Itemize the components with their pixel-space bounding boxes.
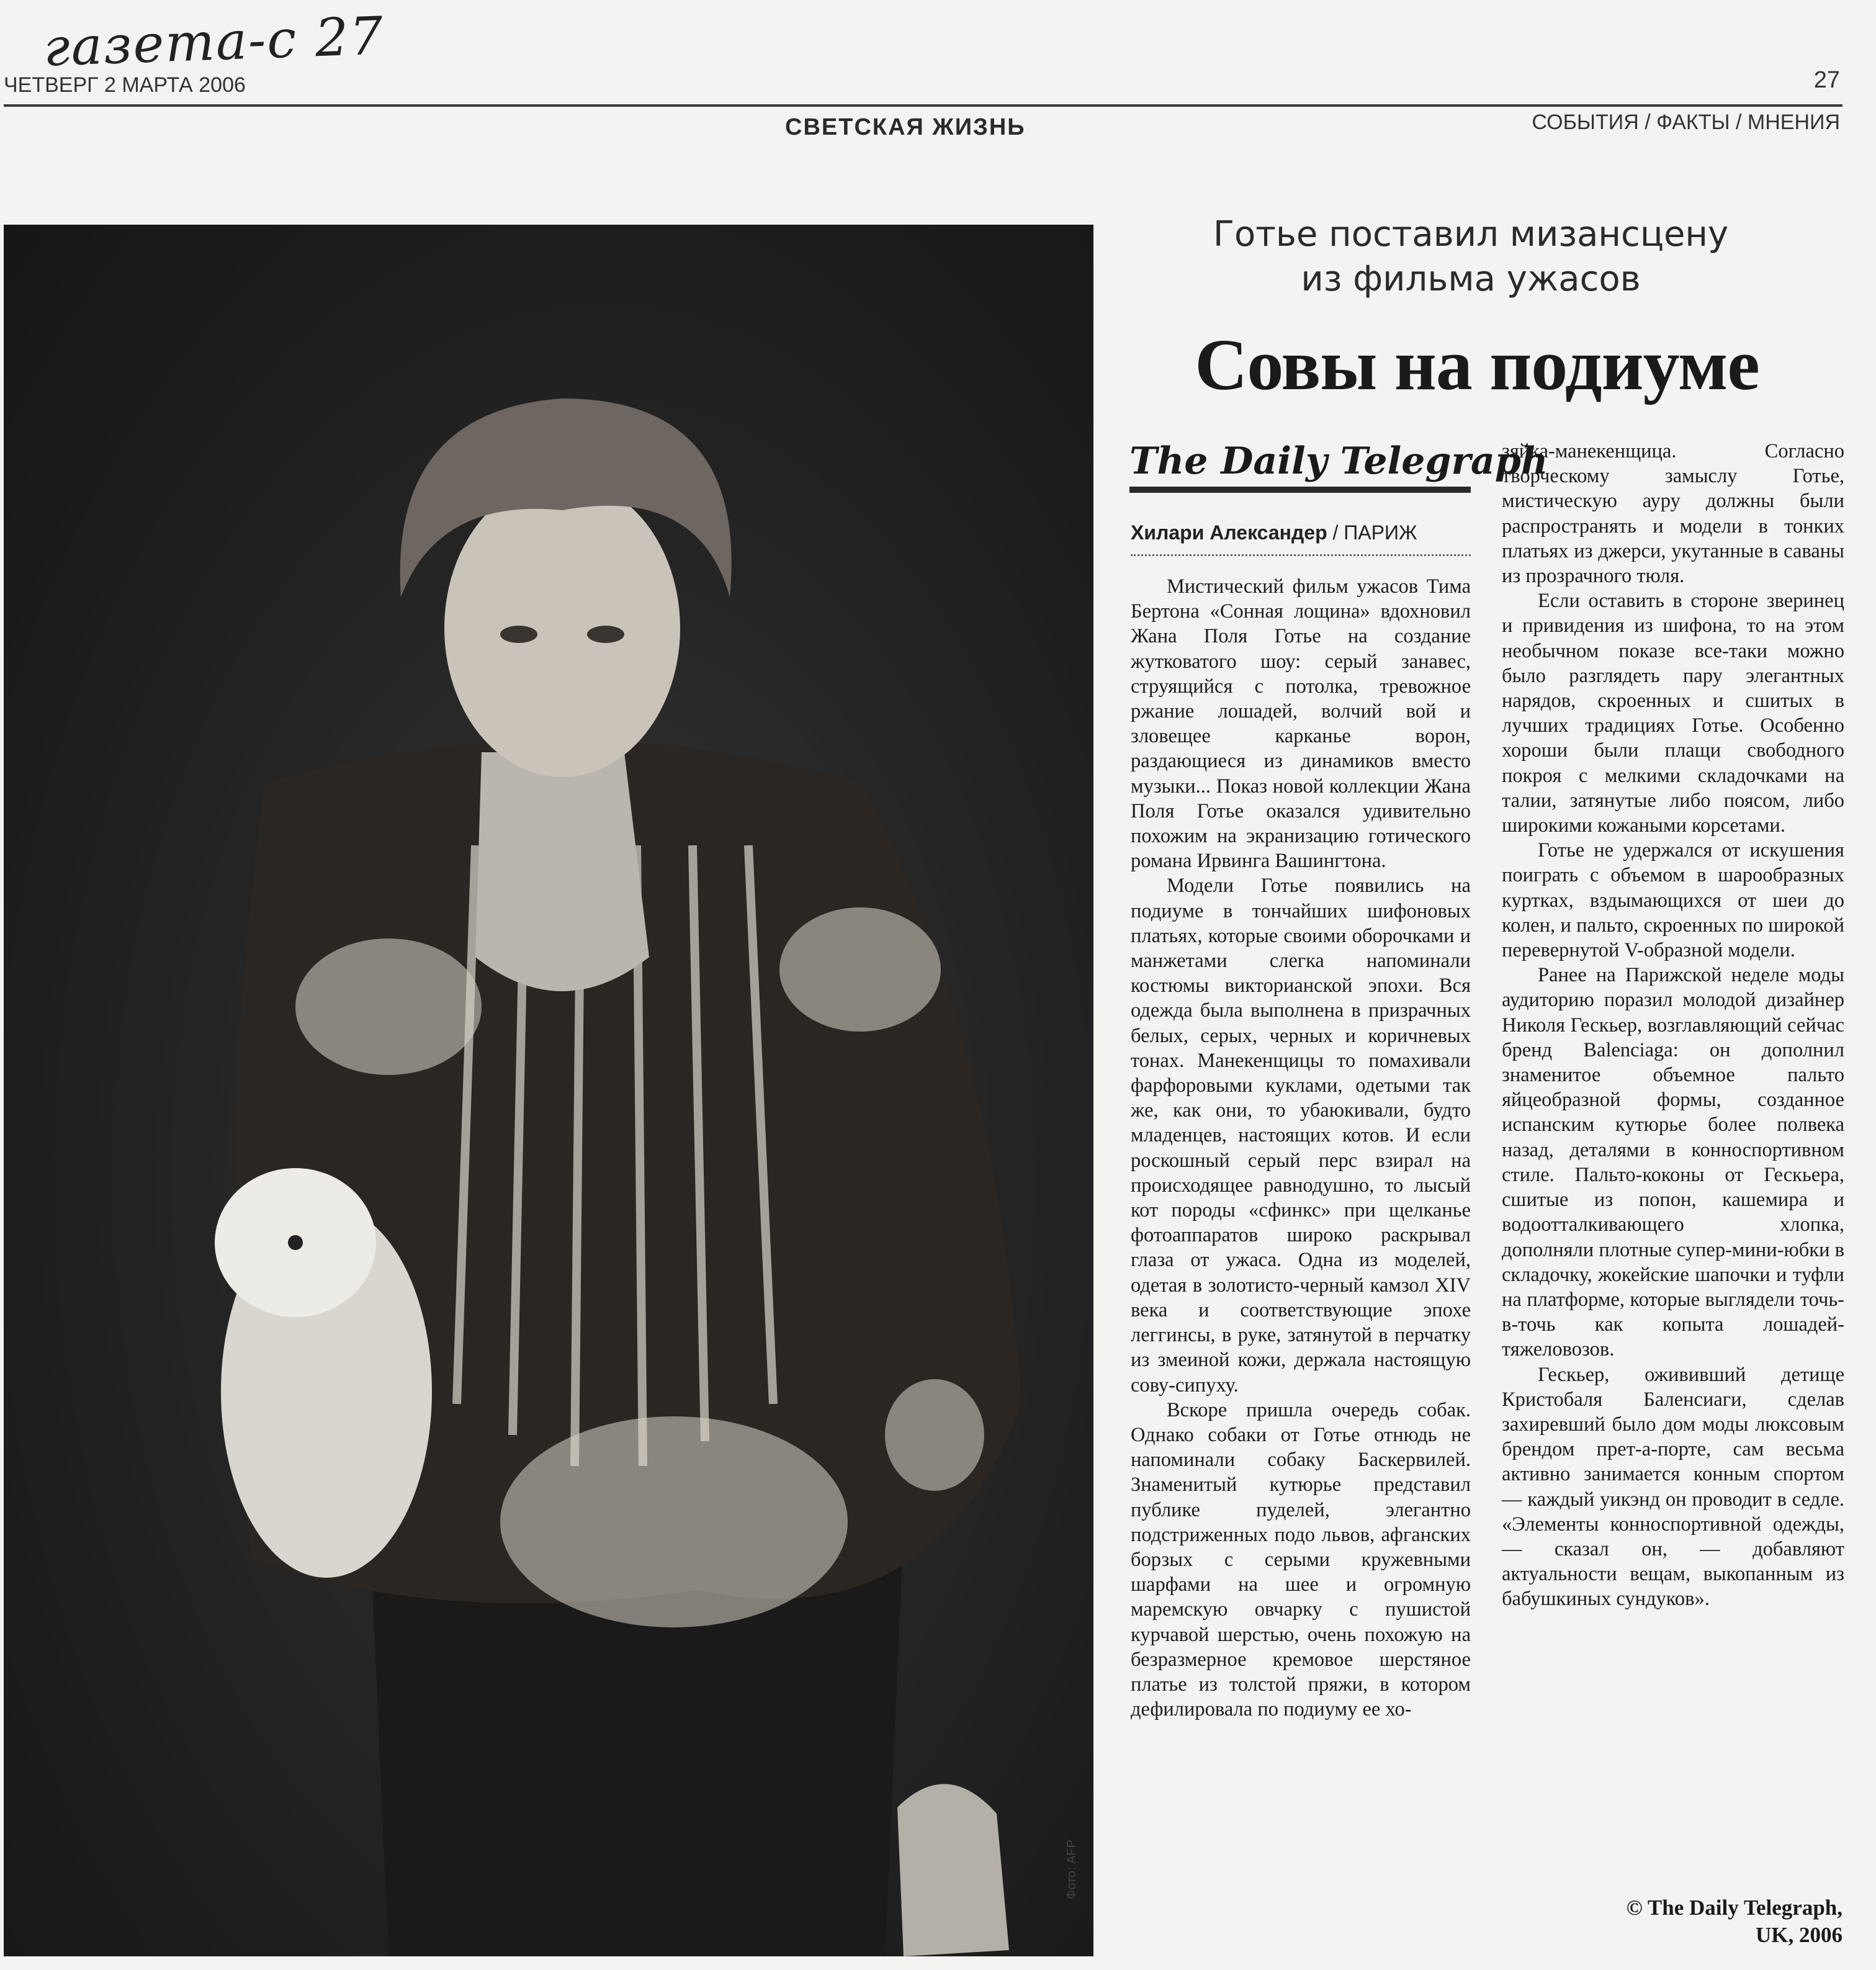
dateline: ЧЕТВЕРГ 2 МАРТА 2006 <box>4 73 246 97</box>
copyright-line-2: UK, 2006 <box>1756 1923 1842 1947</box>
paragraph: Вскоре пришла очередь собак. Однако собаки от Готье отнюдь не напоминали собаку Баскервилей. Знаменитый кутюрье представил публике пуделей, элегантно подстриженных подо львов, афганских борзых с серыми кружевными шарфами на шее и огромную маремскую овчарку с пушистой курчавой шерстью, очень похожую на безразмерное кремовое шерстяное платье из толстой пряжи, в котором дефилировала по подиуму ее хо- <box>1131 1398 1471 1721</box>
byline <box>1131 521 1417 544</box>
photo-credit-text: Фото: AFP <box>1065 1840 1079 1899</box>
kicker-line-2: из фильма ужасов <box>1301 259 1641 299</box>
paragraph: Гескьер, ожививший детище Кристобаля Баленсиаги, сделав захиревший было дом моды люксовым брендом прет-а-порте, сам весьма активно занимается конным спортом — каждый уикэнд он проводит в седле. «Элементы конноспортивной одежды, — сказал он, — добавляют актуальности вещам, выкопанным из бабушкиных сундуков». <box>1502 1363 1844 1611</box>
article-column-1 <box>1131 574 1471 1722</box>
article-column-2 <box>1502 439 1844 1612</box>
paragraph: Если оставить в стороне зверинец и привидения из шифона, то на этом необычном показе все-таки можно было разглядеть пару элегантных нарядов, скроенных и сшитых в лучших традициях Готье. Особенно хороши были плащи свободного покроя с мелкими складочками на талии, затянутые либо поясом, либо широкими кожаными корсетами. <box>1502 590 1844 837</box>
copyright <box>1627 1894 1842 1949</box>
section-title: СВЕТСКАЯ ЖИЗНЬ <box>785 114 1026 140</box>
model-with-owl-illustration <box>4 225 1093 1956</box>
copyright-line-1: © The Daily Telegraph, <box>1626 1896 1842 1920</box>
paragraph: Модели Готье появились на подиуме в тончайших шифоновых платьях, которые своими оборочками и манжетами слегка напоминали костюмы викторианской эпохи. Вся одежда была выполнена в призрачных белых, серых, черных и коричневых тонах. Манекенщицы то помахивали фарфоровыми куклами, одетыми так же, как они, то убаюкивали, будто младенцев, настоящих котов. И если роскошный серый перс взирал на происходящее равнодушно, то лысый кот породы «сфинкс» при щелканье фотоаппаратов широко раскрывал глаза от ужаса. Одна из моделей, одетая в золотисто-черный камзол XIV века и соответствующие эпохе леггинсы, в руке, затянутой в перчатку из змеиной кожи, держала настоящую сову-сипуху. <box>1131 875 1471 1397</box>
paragraph: Готье не удержался от искушения поиграть с объемом в шарообразных куртках, вздымающихся от шеи до колен, и пальто, скроенных по широкой перевернутой V-образной модели. <box>1502 839 1844 962</box>
author-name: Хилари Александер <box>1131 521 1327 544</box>
kicker-line-1: Готье поставил мизансцену <box>1213 214 1729 254</box>
paragraph: Мистический фильм ужасов Тима Бертона «Сонная лощина» вдохновил Жана Поля Готье на создание жутковатого шоу: серый занавес, струящийся с потолка, тревожное ржание лошадей, волчий вой и зловещее карканье ворон, раздающиеся из динамиков вместо музыки... Показ новой коллекции Жана Поля Готье оказался удивительно похожим на экранизацию готического романа Ирвинга Вашингтона. <box>1131 575 1471 873</box>
byline-location: / ПАРИЖ <box>1332 521 1417 544</box>
handwritten-note: газета-с 27 <box>42 5 385 78</box>
paragraph: зяйка-манекенщица. Согласно творческому замыслу Готье, мистическую ауру должны были распространять и модели в тонких платьях из джерси, укутанные в саваны из прозрачного тюля. <box>1502 440 1844 588</box>
article-headline: Совы на подиуме <box>1195 324 1759 405</box>
source-masthead: The Daily Telegraph <box>1129 439 1548 483</box>
paragraph: Ранее на Парижской неделе моды аудиторию поразил молодой дизайнер Николя Гескьер, возглавляющий сейчас бренд Balenciaga: он дополнил знаменитое объемное пальто яйцеобразной формы, созданное испанским кутюрье более полвека назад, деталями в конноспортивном стиле. Пальто-коконы от Гескьера, сшитые из попон, кашемира и водоотталкивающего хлопка, дополняли плотные супер-мини-юбки в складочку, жокейские шапочки и туфли на платформе, которые выглядели точь-в-точь как копыта лошадей-тяжеловозов. <box>1502 964 1844 1361</box>
byline-rule <box>1131 554 1471 556</box>
page-number: 27 <box>1813 67 1840 93</box>
article-kicker <box>1111 212 1831 302</box>
masthead-rule <box>1129 487 1471 493</box>
rubrics: СОБЫТИЯ / ФАКТЫ / МНЕНИЯ <box>1532 110 1840 134</box>
header-rule <box>4 104 1842 107</box>
runway-photo <box>4 225 1093 1956</box>
